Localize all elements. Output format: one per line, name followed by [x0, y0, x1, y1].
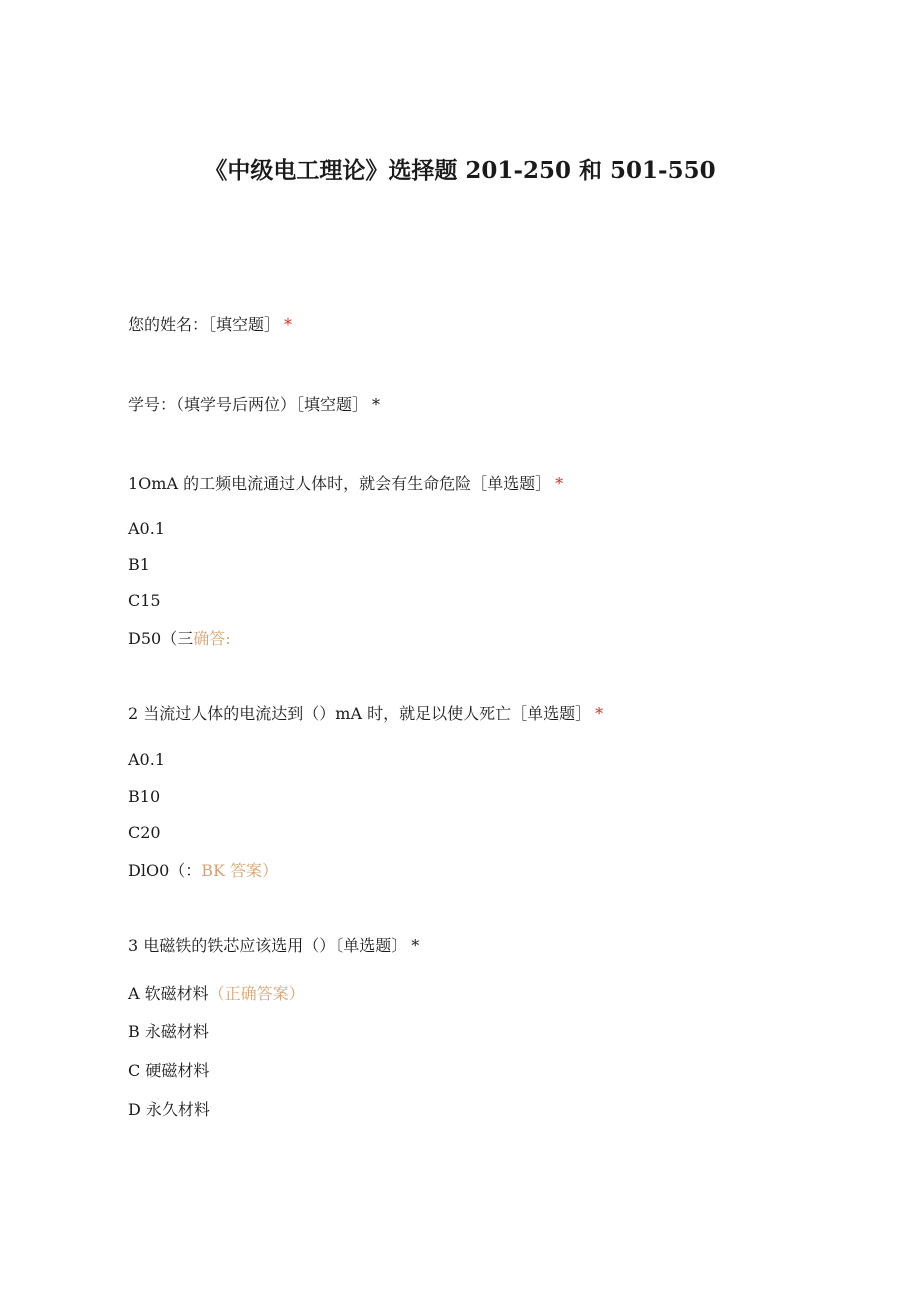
question-2-option-c[interactable]: [128, 823, 161, 843]
required-star: *: [372, 395, 381, 414]
question-text: 1OmA 的工频电流通过人体时，就会有生命危险［单选题］: [128, 474, 552, 493]
question-1-option-c[interactable]: [128, 591, 161, 611]
question-3-option-b[interactable]: [128, 1022, 209, 1042]
question-3-stem: [128, 936, 419, 956]
question-1-option-d[interactable]: [128, 629, 231, 649]
student-id-field-label: [128, 395, 380, 415]
required-star: *: [595, 704, 604, 723]
question-2-option-a[interactable]: [128, 750, 165, 770]
question-1-option-b[interactable]: [128, 555, 150, 575]
question-text: 2 当流过人体的电流达到（）mA 时，就足以使人死亡［单选题］: [128, 704, 592, 723]
name-field-label: [128, 315, 292, 335]
question-3-option-a[interactable]: [128, 984, 305, 1004]
option-text: C 硬磁材料: [128, 1061, 210, 1080]
question-text: 3 电磁铁的铁芯应该选用（）〔单选题〕: [128, 936, 408, 955]
question-3-option-c[interactable]: [128, 1061, 209, 1081]
required-star: *: [555, 474, 564, 493]
question-1-stem: [128, 474, 563, 494]
option-text: B1: [128, 555, 150, 574]
required-star: *: [284, 315, 293, 334]
option-text: A0.1: [128, 519, 165, 538]
correct-answer-tag: 确答:: [193, 629, 231, 648]
required-star: *: [411, 936, 420, 955]
student-id-field-text: 学号：（填学号后两位）［填空题］: [128, 395, 369, 414]
correct-answer-tag: （正确答案）: [208, 984, 305, 1003]
option-text: C20: [128, 823, 161, 842]
option-text: A 软磁材料: [128, 984, 209, 1003]
option-text: D 永久材料: [128, 1100, 210, 1119]
document-title: 《中级电工理论》选择题 201-250 和 501-550: [204, 157, 716, 184]
name-field-text: 您的姓名：［填空题］: [128, 315, 281, 334]
option-text: DlO0（：: [128, 861, 202, 880]
question-1-option-a[interactable]: [128, 519, 165, 539]
question-3-option-d[interactable]: [128, 1100, 210, 1120]
option-text: B 永磁材料: [128, 1022, 209, 1041]
option-text: D50（三: [128, 629, 194, 648]
question-2-option-d[interactable]: [128, 861, 278, 881]
option-text: A0.1: [128, 750, 165, 769]
option-text: B10: [128, 787, 161, 806]
correct-answer-tag: BK 答案）: [201, 861, 279, 880]
question-2-stem: [128, 704, 603, 724]
question-2-option-b[interactable]: [128, 787, 160, 807]
option-text: C15: [128, 591, 161, 610]
